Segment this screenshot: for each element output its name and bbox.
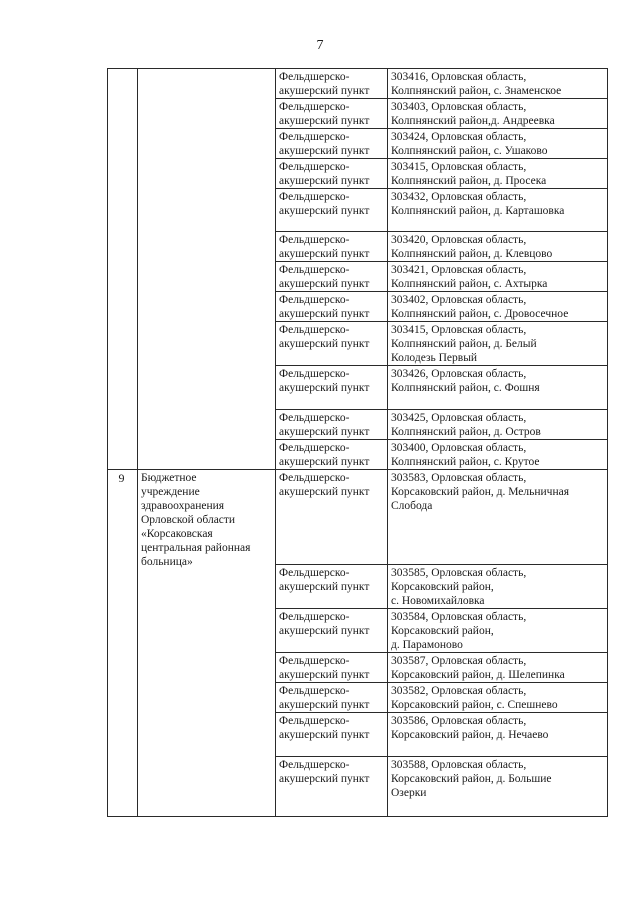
address-line: Колпнянский район, с. Крутое — [391, 456, 540, 468]
facility-type-line: Фельдшерско- — [279, 264, 350, 276]
address-line: Колпнянский район, с. Ушаково — [391, 145, 548, 157]
facility-type-line: акушерский пункт — [279, 338, 370, 350]
facility-type — [276, 159, 388, 189]
facility-type-line: Фельдшерско- — [279, 685, 350, 697]
address-line: Колпнянский район, д. Белый — [391, 338, 537, 350]
facility-type-line: акушерский пункт — [279, 308, 370, 320]
address-line: Корсаковский район, д. Нечаево — [391, 729, 549, 741]
facility-address — [388, 713, 608, 757]
facility-type — [276, 69, 388, 99]
address-line: 303584, Орловская область, — [391, 611, 527, 623]
facility-address — [388, 322, 608, 366]
facility-type-line: акушерский пункт — [279, 773, 370, 785]
facility-address — [388, 565, 608, 609]
table-row — [108, 69, 608, 99]
facility-type — [276, 565, 388, 609]
facility-address — [388, 440, 608, 470]
institution-name — [138, 470, 276, 817]
institution-line: Бюджетное — [141, 472, 197, 484]
facility-address — [388, 470, 608, 565]
facility-type — [276, 440, 388, 470]
address-line: Колпнянский район, д. Карташовка — [391, 205, 565, 217]
facility-type-line: акушерский пункт — [279, 729, 370, 741]
facility-type-line: Фельдшерско- — [279, 101, 350, 113]
address-line: Колодезь Первый — [391, 352, 478, 364]
address-line: Колпнянский район, с. Дровосечное — [391, 308, 569, 320]
address-line: 303403, Орловская область, — [391, 101, 527, 113]
facility-address — [388, 683, 608, 713]
table-row — [108, 470, 608, 565]
facility-address — [388, 757, 608, 817]
facility-type-line: Фельдшерско- — [279, 234, 350, 246]
facility-type — [276, 366, 388, 410]
facility-type — [276, 262, 388, 292]
facility-type-line: акушерский пункт — [279, 669, 370, 681]
facility-type — [276, 609, 388, 653]
facility-type-line: акушерский пункт — [279, 175, 370, 187]
facility-type-line: акушерский пункт — [279, 85, 370, 97]
address-line: Колпнянский район, д. Остров — [391, 426, 541, 438]
address-line: Корсаковский район, д. Шелепинка — [391, 669, 565, 681]
address-line: Колпнянский район, с. Знаменское — [391, 85, 562, 97]
facility-type — [276, 653, 388, 683]
facility-type — [276, 129, 388, 159]
address-line: 303587, Орловская область, — [391, 655, 527, 667]
address-line: Корсаковский район, д. Большие — [391, 773, 552, 785]
address-line: Колпнянский район, с. Ахтырка — [391, 278, 548, 290]
address-line: 303420, Орловская область, — [391, 234, 527, 246]
facility-type — [276, 757, 388, 817]
facility-type-line: акушерский пункт — [279, 486, 370, 498]
facility-address — [388, 189, 608, 232]
institution-name — [138, 69, 276, 470]
facility-type-line: акушерский пункт — [279, 248, 370, 260]
facility-type-line: Фельдшерско- — [279, 131, 350, 143]
facility-type-line: Фельдшерско- — [279, 567, 350, 579]
address-line: 303424, Орловская область, — [391, 131, 527, 143]
facility-type-line: акушерский пункт — [279, 382, 370, 394]
facilities-table — [107, 68, 608, 817]
address-line: 303585, Орловская область, — [391, 567, 527, 579]
facility-type — [276, 322, 388, 366]
facility-address — [388, 609, 608, 653]
facility-type — [276, 189, 388, 232]
address-line: Колпнянский район,д. Андреевка — [391, 115, 555, 127]
facilities-table-body — [108, 69, 608, 817]
facility-type-line: Фельдшерско- — [279, 759, 350, 771]
facility-type-line: акушерский пункт — [279, 115, 370, 127]
facility-address — [388, 69, 608, 99]
institution-line: больница» — [141, 556, 193, 568]
facility-type-line: акушерский пункт — [279, 625, 370, 637]
facility-type-line: акушерский пункт — [279, 426, 370, 438]
facility-address — [388, 292, 608, 322]
address-line: Корсаковский район, д. Мельничная — [391, 486, 570, 498]
facility-address — [388, 159, 608, 189]
facility-type-line: Фельдшерско- — [279, 191, 350, 203]
address-line: 303432, Орловская область, — [391, 191, 527, 203]
facility-type — [276, 410, 388, 440]
address-line: Колпнянский район, д. Просека — [391, 175, 547, 187]
facility-type-line: акушерский пункт — [279, 581, 370, 593]
facility-type-line: акушерский пункт — [279, 278, 370, 290]
address-line: 303416, Орловская область, — [391, 71, 527, 83]
facility-type-line: акушерский пункт — [279, 145, 370, 157]
facility-address — [388, 129, 608, 159]
address-line: Озерки — [391, 787, 427, 799]
facility-type — [276, 713, 388, 757]
address-line: Корсаковский район, — [391, 625, 494, 637]
facility-type-line: Фельдшерско- — [279, 611, 350, 623]
facility-address — [388, 366, 608, 410]
facility-type-line: Фельдшерско- — [279, 655, 350, 667]
facility-type-line: Фельдшерско- — [279, 324, 350, 336]
address-line: Корсаковский район, с. Спешнево — [391, 699, 558, 711]
institution-line: Орловской области — [141, 514, 236, 526]
address-line: 303402, Орловская область, — [391, 294, 527, 306]
facility-type-line: акушерский пункт — [279, 699, 370, 711]
facility-type-line: Фельдшерско- — [279, 368, 350, 380]
address-line: 303583, Орловская область, — [391, 472, 527, 484]
facility-type-line: Фельдшерско- — [279, 294, 350, 306]
facility-address — [388, 262, 608, 292]
address-line: 303400, Орловская область, — [391, 442, 527, 454]
institution-line: учреждение — [141, 486, 200, 498]
facility-type-line: Фельдшерско- — [279, 161, 350, 173]
facility-type — [276, 292, 388, 322]
section-number: 9 — [108, 470, 138, 817]
address-line: 303415, Орловская область, — [391, 324, 527, 336]
address-line: Корсаковский район, — [391, 581, 494, 593]
facility-address — [388, 653, 608, 683]
facility-type-line: Фельдшерско- — [279, 71, 350, 83]
address-line: 303582, Орловская область, — [391, 685, 527, 697]
address-line: 303586, Орловская область, — [391, 715, 527, 727]
section-number — [108, 69, 138, 470]
address-line: д. Парамоново — [391, 639, 463, 651]
institution-line: здравоохранения — [141, 500, 225, 512]
facility-type — [276, 683, 388, 713]
institution-line: «Корсаковская — [141, 528, 213, 540]
address-line: 303421, Орловская область, — [391, 264, 527, 276]
page-number: 7 — [316, 38, 324, 53]
facility-address — [388, 232, 608, 262]
facility-type — [276, 99, 388, 129]
facility-type-line: Фельдшерско- — [279, 412, 350, 424]
facility-address — [388, 99, 608, 129]
institution-line: центральная районная — [141, 542, 251, 554]
address-line: Колпнянский район, с. Фошня — [391, 382, 540, 394]
facility-address — [388, 410, 608, 440]
address-line: Колпнянский район, д. Клевцово — [391, 248, 553, 260]
facility-type — [276, 232, 388, 262]
facility-type-line: Фельдшерско- — [279, 715, 350, 727]
address-line: 303425, Орловская область, — [391, 412, 527, 424]
facility-type-line: Фельдшерско- — [279, 442, 350, 454]
facility-type-line: Фельдшерско- — [279, 472, 350, 484]
address-line: Слобода — [391, 500, 433, 512]
address-line: 303426, Орловская область, — [391, 368, 527, 380]
address-line: 303588, Орловская область, — [391, 759, 527, 771]
facility-type — [276, 470, 388, 565]
facility-type-line: акушерский пункт — [279, 456, 370, 468]
address-line: с. Новомихайловка — [391, 595, 485, 607]
address-line: 303415, Орловская область, — [391, 161, 527, 173]
facility-type-line: акушерский пункт — [279, 205, 370, 217]
